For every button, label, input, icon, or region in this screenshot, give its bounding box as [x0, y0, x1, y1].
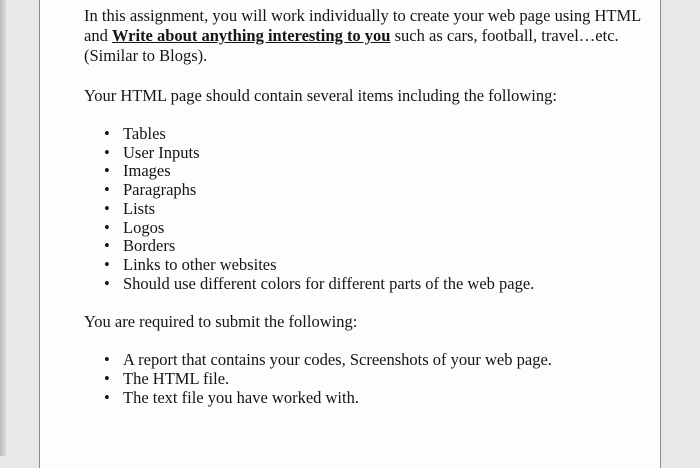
intro-emphasis: Write about anything interesting to you [111, 26, 391, 45]
list-item [84, 125, 644, 144]
bullet-icon: • [104, 180, 110, 200]
list-item-text: User Inputs [123, 142, 200, 162]
bullet-icon: • [104, 142, 110, 162]
requirements-heading: Your HTML page should contain several items including the following: [84, 86, 557, 105]
bullet-icon: • [104, 198, 110, 218]
list-item [84, 144, 644, 163]
list-item [84, 162, 644, 181]
list-item-text: A report that contains your codes, Screenshots of your web page. [123, 350, 552, 370]
bullet-icon: • [104, 254, 110, 274]
bullet-icon: • [104, 161, 110, 181]
list-item-text: Paragraphs [123, 180, 197, 200]
submission-list [84, 351, 644, 407]
document-page [39, 0, 661, 468]
intro-paragraph [84, 6, 644, 66]
list-item-text: Borders [123, 236, 176, 256]
list-item-text: Images [123, 161, 171, 181]
list-item-text: Links to other websites [123, 254, 277, 274]
bullet-icon: • [104, 217, 110, 237]
list-item-text: Logos [123, 217, 165, 237]
bullet-icon: • [104, 236, 110, 256]
list-item [84, 370, 644, 389]
list-item-text: Tables [123, 124, 166, 143]
list-item [84, 351, 644, 370]
list-item [84, 237, 644, 256]
list-item-text: Should use different colors for different parts of the web page. [123, 273, 535, 293]
bullet-icon: • [104, 350, 110, 370]
intro-text-start: In this assignment, you will work individually to create your web page using HTML and [84, 6, 641, 45]
submission-heading: You are required to submit the following: [84, 312, 358, 332]
bullet-icon: • [104, 387, 110, 407]
document-body [84, 6, 644, 407]
left-page-edge [0, 0, 6, 456]
intro-text-end: such as cars, football, travel…etc. (Similar to Blogs). [84, 26, 619, 65]
list-item-text: Lists [123, 198, 156, 218]
list-item [84, 219, 644, 238]
bullet-icon: • [104, 124, 110, 143]
list-item [84, 181, 644, 200]
list-item [84, 275, 644, 294]
list-item [84, 389, 644, 408]
bullet-icon: • [104, 369, 110, 389]
list-item-text: The HTML file. [123, 369, 230, 389]
requirements-list [84, 125, 644, 293]
list-item [84, 200, 644, 219]
bullet-icon: • [104, 273, 110, 293]
list-item-text: The text file you have worked with. [123, 387, 359, 407]
list-item [84, 256, 644, 275]
